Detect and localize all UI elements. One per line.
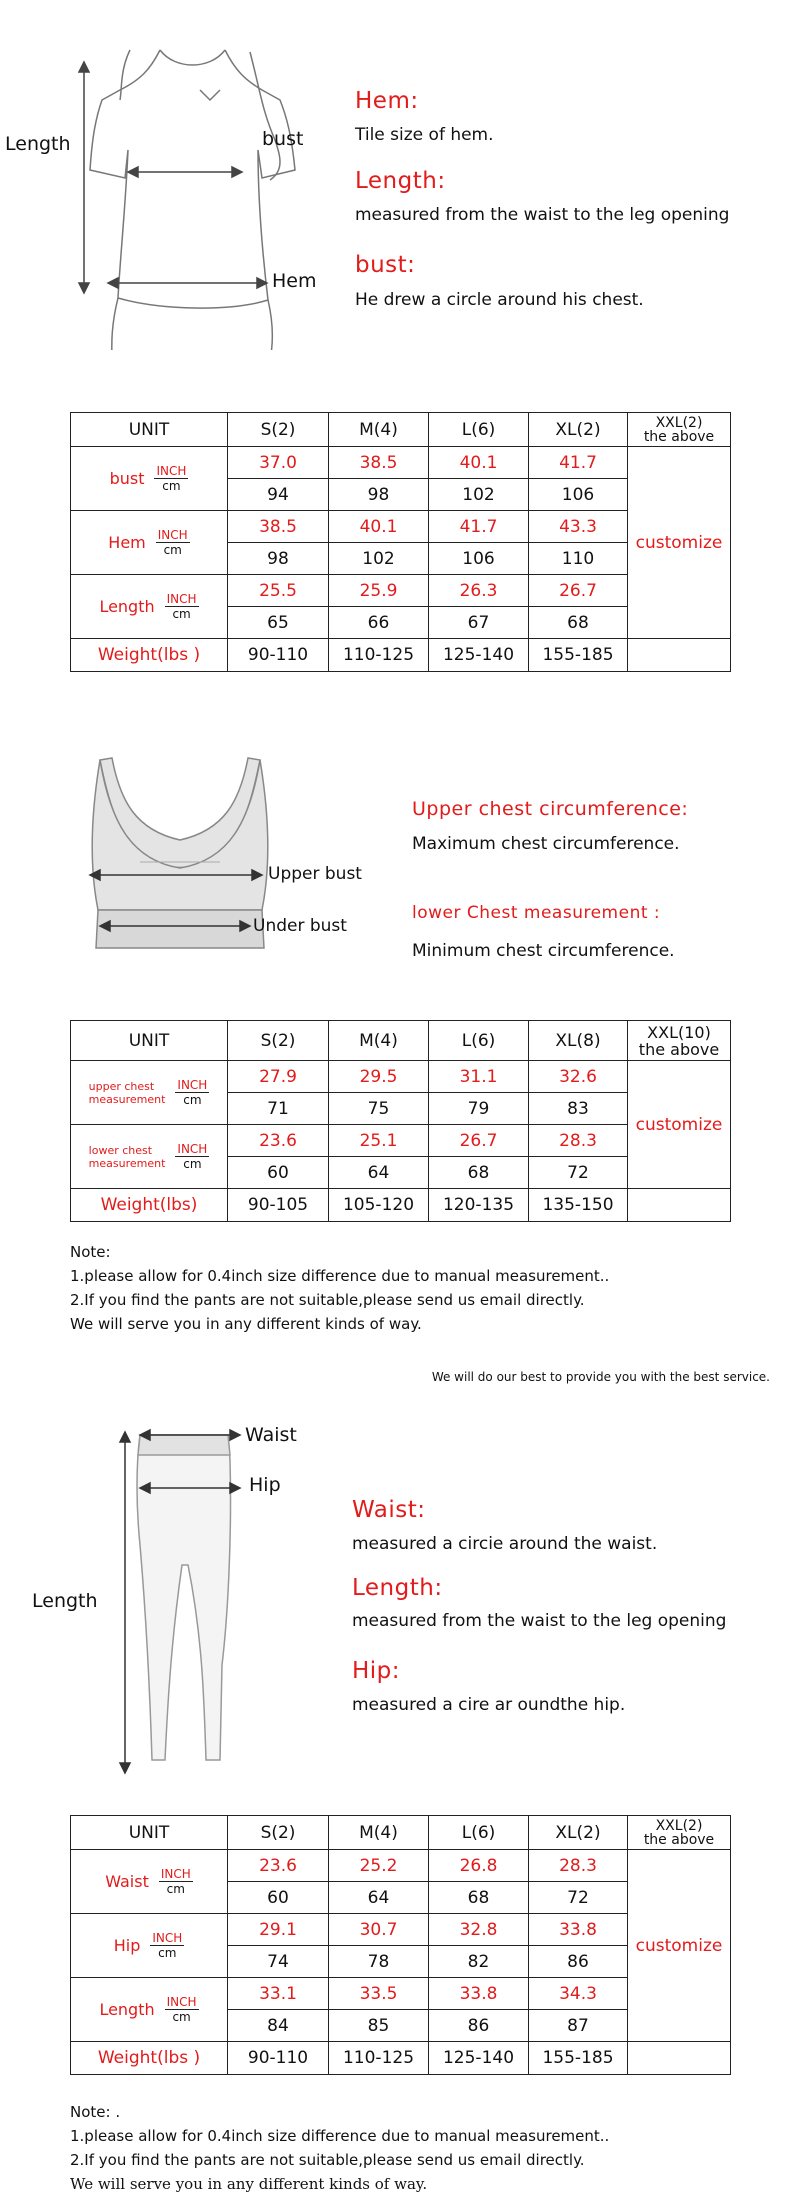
cell-cm: 94	[228, 479, 329, 511]
pants-length-label: Length	[32, 1590, 98, 1612]
cell-inch: 30.7	[329, 1914, 429, 1946]
cell-cm: 110	[529, 543, 628, 575]
cell-weight: 125-140	[429, 639, 529, 672]
def-bust-title: bust:	[355, 252, 416, 278]
size-header-last: XXL(2) the above	[628, 1816, 731, 1850]
cell-weight: 110-125	[329, 2042, 429, 2075]
cell-inch: 43.3	[529, 511, 628, 543]
def-pants-length-text: measured from the waist to the leg opening	[352, 1611, 727, 1631]
cell-weight: 155-185	[529, 639, 628, 672]
weight-label: Weight(lbs )	[71, 639, 228, 672]
cell-inch: 38.5	[228, 511, 329, 543]
cell-inch: 33.1	[228, 1978, 329, 2010]
bra-size-table	[70, 1020, 731, 1222]
cell-inch: 23.6	[228, 1125, 329, 1157]
row-label-hip: Hip $\frac{\text{INCH}}{cm}$	[71, 1914, 228, 1978]
cell-inch: 25.9	[329, 575, 429, 607]
cell-inch: 33.8	[429, 1978, 529, 2010]
def-upper-text: Maximum chest circumference.	[412, 834, 680, 854]
cell-cm: 78	[329, 1946, 429, 1978]
cell-inch: 26.7	[529, 575, 628, 607]
service-line: We will do our best to provide you with the best service.	[431, 1370, 770, 1384]
cell-inch: 27.9	[228, 1061, 329, 1093]
cell-cm: 66	[329, 607, 429, 639]
cell-cm: 102	[329, 543, 429, 575]
cell-cm: 74	[228, 1946, 329, 1978]
cell-cm: 85	[329, 2010, 429, 2042]
bust-label: bust	[262, 128, 304, 150]
def-upper-title: Upper chest circumference:	[412, 798, 689, 820]
customize-cell: customize	[628, 447, 731, 639]
cell-inch: 34.3	[529, 1978, 628, 2010]
cell-cm: 67	[429, 607, 529, 639]
customize-cell: customize	[628, 1850, 731, 2042]
size-header: XL(2)	[529, 1816, 628, 1850]
unit-header: UNIT	[71, 1021, 228, 1061]
cell-cm: 87	[529, 2010, 628, 2042]
cell-weight: 90-110	[228, 2042, 329, 2075]
cell-cm: 68	[429, 1882, 529, 1914]
size-header: XL(2)	[529, 413, 628, 447]
size-header: S(2)	[228, 1021, 329, 1061]
cell-inch: 23.6	[228, 1850, 329, 1882]
row-label-waist: Waist $\frac{\text{INCH}}{cm}$	[71, 1850, 228, 1914]
def-hem-title: Hem:	[355, 88, 419, 114]
def-length-title: Length:	[355, 168, 446, 194]
cell-cm: 84	[228, 2010, 329, 2042]
size-header-last: XXL(2) the above	[628, 413, 731, 447]
row-label-lower-chest: lower chest measurement $\frac{\text{INCH}}{cm}$	[71, 1125, 228, 1189]
cell-inch: 28.3	[529, 1850, 628, 1882]
size-header: L(6)	[429, 1021, 529, 1061]
customize-cell: customize	[628, 1061, 731, 1189]
cell-cm: 64	[329, 1157, 429, 1189]
cell-inch: 32.6	[529, 1061, 628, 1093]
cell-cm: 75	[329, 1093, 429, 1125]
waist-label: Waist	[245, 1424, 297, 1446]
def-pants-length-title: Length:	[352, 1575, 443, 1601]
size-header: XL(8)	[529, 1021, 628, 1061]
weight-label: Weight(lbs )	[71, 2042, 228, 2075]
cell-cm: 98	[329, 479, 429, 511]
pants-arrows	[110, 1420, 260, 1780]
cell-cm: 64	[329, 1882, 429, 1914]
cell-weight: 135-150	[529, 1189, 628, 1222]
length-label: Length	[5, 133, 71, 155]
cell-cm: 86	[529, 1946, 628, 1978]
cell-cm: 86	[429, 2010, 529, 2042]
hip-label: Hip	[249, 1474, 281, 1496]
cell-cm: 72	[529, 1882, 628, 1914]
row-label-length: Length $\frac{\text{INCH}}{cm}$	[71, 1978, 228, 2042]
cell-cm: 68	[429, 1157, 529, 1189]
cell-weight: 105-120	[329, 1189, 429, 1222]
cell-inch: 31.1	[429, 1061, 529, 1093]
row-label-bust: bust $\frac{\text{INCH}}{cm}$	[71, 447, 228, 511]
tshirt-sketch	[0, 30, 360, 350]
def-length-text: measured from the waist to the leg opening	[355, 205, 730, 225]
def-waist-text: measured a circie around the waist.	[352, 1534, 658, 1554]
cell-inch: 26.8	[429, 1850, 529, 1882]
cell-cm: 106	[429, 543, 529, 575]
cell-inch: 28.3	[529, 1125, 628, 1157]
cell-cm: 72	[529, 1157, 628, 1189]
weight-label: Weight(lbs)	[71, 1189, 228, 1222]
cell-cm: 60	[228, 1157, 329, 1189]
def-hip-title: Hip:	[352, 1658, 401, 1684]
unit-header: UNIT	[71, 413, 228, 447]
row-label-length: Length $\frac{\text{INCH}}{cm}$	[71, 575, 228, 639]
pants-notes: Note: . 1.please allow for 0.4inch size difference due to manual measurement.. 2.If you find the pants are not suitable,please send us email directly. We will serve you in any different kinds of way.	[70, 2103, 610, 2193]
def-lower-text: Minimum chest circumference.	[412, 941, 675, 961]
pants-size-table	[70, 1815, 731, 2075]
cell-cm: 60	[228, 1882, 329, 1914]
bra-notes: Note: 1.please allow for 0.4inch size difference due to manual measurement.. 2.If you find the pants are not suitable,please send us email directly. We will serve you in any different kinds of way.	[70, 1243, 610, 1333]
row-label-upper-chest: upper chest measurement $\frac{\text{INCH}}{cm}$	[71, 1061, 228, 1125]
cell-cm: 65	[228, 607, 329, 639]
cell-inch: 41.7	[429, 511, 529, 543]
cell-inch: 33.8	[529, 1914, 628, 1946]
cell-inch: 37.0	[228, 447, 329, 479]
cell-inch: 38.5	[329, 447, 429, 479]
cell-inch: 33.5	[329, 1978, 429, 2010]
cell-cm: 82	[429, 1946, 529, 1978]
size-header: S(2)	[228, 1816, 329, 1850]
tshirt-size-table	[70, 412, 731, 672]
cell-inch: 25.1	[329, 1125, 429, 1157]
def-bust-text: He drew a circle around his chest.	[355, 290, 644, 310]
cell-inch: 26.7	[429, 1125, 529, 1157]
cell-inch: 40.1	[329, 511, 429, 543]
cell-weight: 120-135	[429, 1189, 529, 1222]
cell-inch: 41.7	[529, 447, 628, 479]
size-header: L(6)	[429, 1816, 529, 1850]
under-bust-label: Under bust	[253, 916, 347, 936]
size-header: L(6)	[429, 413, 529, 447]
cell-inch: 25.2	[329, 1850, 429, 1882]
cell-cm: 83	[529, 1093, 628, 1125]
cell-weight: 155-185	[529, 2042, 628, 2075]
cell-weight: 110-125	[329, 639, 429, 672]
unit-header: UNIT	[71, 1816, 228, 1850]
size-header-last: XXL(10) the above	[628, 1021, 731, 1061]
cell-cm: 71	[228, 1093, 329, 1125]
def-hem-text: Tile size of hem.	[355, 125, 494, 145]
upper-bust-label: Upper bust	[268, 864, 362, 884]
row-label-hem: Hem $\frac{\text{INCH}}{cm}$	[71, 511, 228, 575]
cell-cm: 106	[529, 479, 628, 511]
cell-weight: 90-110	[228, 639, 329, 672]
def-waist-title: Waist:	[352, 1497, 426, 1523]
size-header: S(2)	[228, 413, 329, 447]
cell-weight: 90-105	[228, 1189, 329, 1222]
cell-inch: 29.1	[228, 1914, 329, 1946]
cell-inch: 40.1	[429, 447, 529, 479]
def-hip-text: measured a cire ar oundthe hip.	[352, 1695, 626, 1715]
cell-weight: 125-140	[429, 2042, 529, 2075]
hem-label: Hem	[272, 270, 317, 292]
size-header: M(4)	[329, 1816, 429, 1850]
def-lower-title: lower Chest measurement :	[412, 903, 661, 923]
cell-inch: 26.3	[429, 575, 529, 607]
cell-cm: 98	[228, 543, 329, 575]
size-header: M(4)	[329, 1021, 429, 1061]
size-header: M(4)	[329, 413, 429, 447]
cell-cm: 79	[429, 1093, 529, 1125]
cell-inch: 25.5	[228, 575, 329, 607]
cell-cm: 68	[529, 607, 628, 639]
cell-inch: 32.8	[429, 1914, 529, 1946]
cell-cm: 102	[429, 479, 529, 511]
cell-inch: 29.5	[329, 1061, 429, 1093]
